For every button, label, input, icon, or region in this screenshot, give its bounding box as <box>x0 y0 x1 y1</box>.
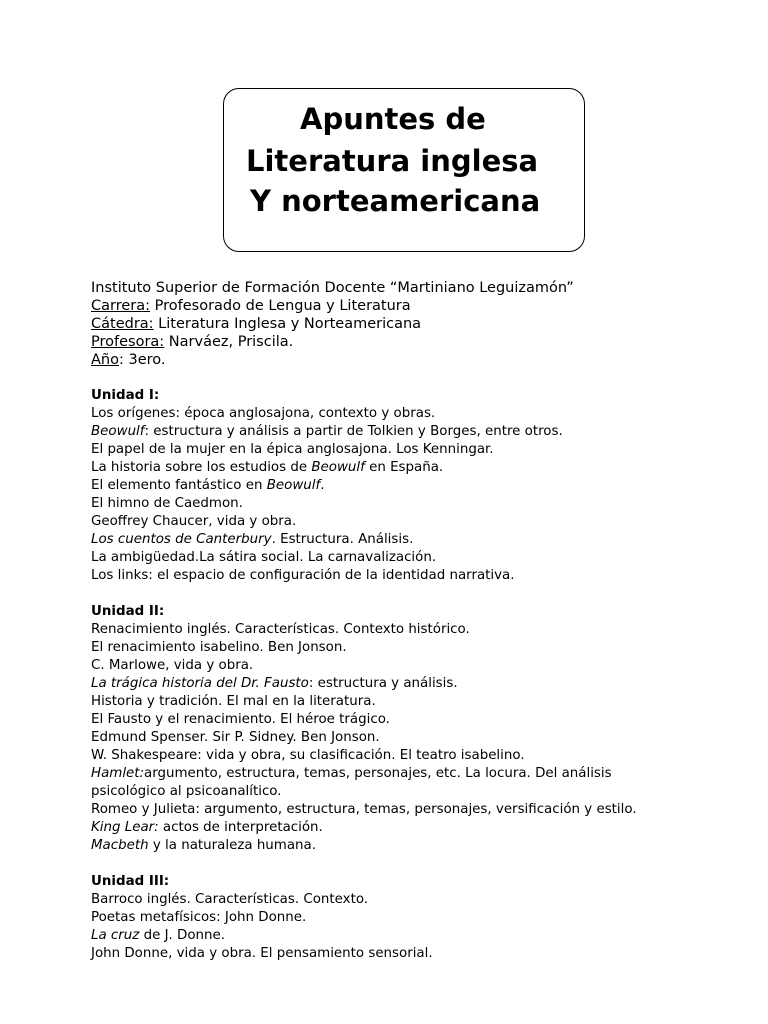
work-title: La cruz <box>91 928 140 943</box>
unidad-1-line: La ambigüedad.La sátira social. La carnavalización. <box>91 550 437 565</box>
unidad-2-line <box>91 837 731 855</box>
unidad-2-line: El Fausto y el renacimiento. El héroe trágico. <box>91 712 390 727</box>
unidad-2-line: Edmund Spenser. Sir P. Sidney. Ben Jonson. <box>91 730 380 745</box>
title-line-3: Y norteamericana <box>250 184 541 218</box>
spacer <box>91 855 731 873</box>
work-title: La trágica historia del Dr. Fausto <box>91 676 309 691</box>
catedra-label: Cátedra: <box>91 316 154 332</box>
line-text: . Estructura. Análisis. <box>271 532 414 547</box>
work-title: Beowulf <box>91 424 145 439</box>
carrera-label: Carrera: <box>91 298 151 314</box>
unidad-3-line: Poetas metafísicos: John Donne. <box>91 910 307 925</box>
spacer <box>91 585 731 603</box>
work-title: Beowulf <box>266 478 321 493</box>
title-line-2: Literatura inglesa <box>246 144 539 178</box>
unidad-2-line: W. Shakespeare: vida y obra, su clasificación. El teatro isabelino. <box>91 748 525 763</box>
unidad-1-line <box>91 531 731 549</box>
unidad-2-line <box>91 765 731 783</box>
work-title: Hamlet: <box>91 766 145 781</box>
anio-label: Año <box>91 352 119 368</box>
title-line-1: Apuntes de <box>300 102 486 136</box>
unidad-3-title: Unidad III: <box>91 874 170 889</box>
anio-line <box>91 351 731 369</box>
unidad-1-line <box>91 477 731 495</box>
anio-value: : 3ero. <box>118 352 166 368</box>
line-text: argumento, estructura, temas, personajes, etc. La locura. Del análisis <box>144 766 612 781</box>
document-content <box>91 279 731 963</box>
line-text: : estructura y análisis. <box>308 676 458 691</box>
unidad-1-title: Unidad I: <box>91 388 160 403</box>
profesora-line <box>91 333 731 351</box>
unidad-1-line: El himno de Caedmon. <box>91 496 243 511</box>
work-title: King Lear: <box>91 820 159 835</box>
work-title: Beowulf <box>311 460 365 475</box>
line-text: de J. Donne. <box>139 928 225 943</box>
line-text: . <box>320 478 325 493</box>
work-title: Macbeth <box>91 838 149 853</box>
unidad-2-title: Unidad II: <box>91 604 165 619</box>
institute-line: Instituto Superior de Formación Docente “Martiniano Leguizamón” <box>91 280 574 296</box>
unidad-3-line <box>91 927 731 945</box>
unidad-2-line: Renacimiento inglés. Características. Contexto histórico. <box>91 622 470 637</box>
unidad-1-line: El papel de la mujer en la épica anglosajona. Los Kenningar. <box>91 442 494 457</box>
unidad-1-line: Los orígenes: época anglosajona, contexto y obras. <box>91 406 436 421</box>
work-title: Los cuentos de Canterbury <box>91 532 272 547</box>
line-text: actos de interpretación. <box>158 820 323 835</box>
spacer <box>91 369 731 387</box>
profesora-label: Profesora: <box>91 334 165 350</box>
unidad-2-line: Historia y tradición. El mal en la literatura. <box>91 694 376 709</box>
line-text: en España. <box>364 460 444 475</box>
carrera-line <box>91 297 731 315</box>
unidad-3-line: Barroco inglés. Características. Contexto. <box>91 892 369 907</box>
carrera-value: Profesorado de Lengua y Literatura <box>150 298 411 314</box>
profesora-value: Narváez, Priscila. <box>164 334 294 350</box>
catedra-value: Literatura Inglesa y Norteamericana <box>153 316 422 332</box>
unidad-2-line: Romeo y Julieta: argumento, estructura, temas, personajes, versificación y estilo. <box>91 802 637 817</box>
unidad-1-line <box>91 423 731 441</box>
line-text: El elemento fantástico en <box>91 478 267 493</box>
unidad-2-line <box>91 675 731 693</box>
line-text: : estructura y análisis a partir de Tolkien y Borges, entre otros. <box>144 424 563 439</box>
catedra-line <box>91 315 731 333</box>
line-text: y la naturaleza humana. <box>148 838 316 853</box>
unidad-2-line: C. Marlowe, vida y obra. <box>91 658 254 673</box>
unidad-3-line: John Donne, vida y obra. El pensamiento sensorial. <box>91 946 433 961</box>
unidad-1-line: Los links: el espacio de configuración de la identidad narrativa. <box>91 568 515 583</box>
unidad-1-line: Geoffrey Chaucer, vida y obra. <box>91 514 297 529</box>
line-text: La historia sobre los estudios de <box>91 460 312 475</box>
unidad-2-line <box>91 819 731 837</box>
unidad-2-line: El renacimiento isabelino. Ben Jonson. <box>91 640 347 655</box>
unidad-2-line: psicológico al psicoanalítico. <box>91 784 282 799</box>
unidad-1-line <box>91 459 731 477</box>
